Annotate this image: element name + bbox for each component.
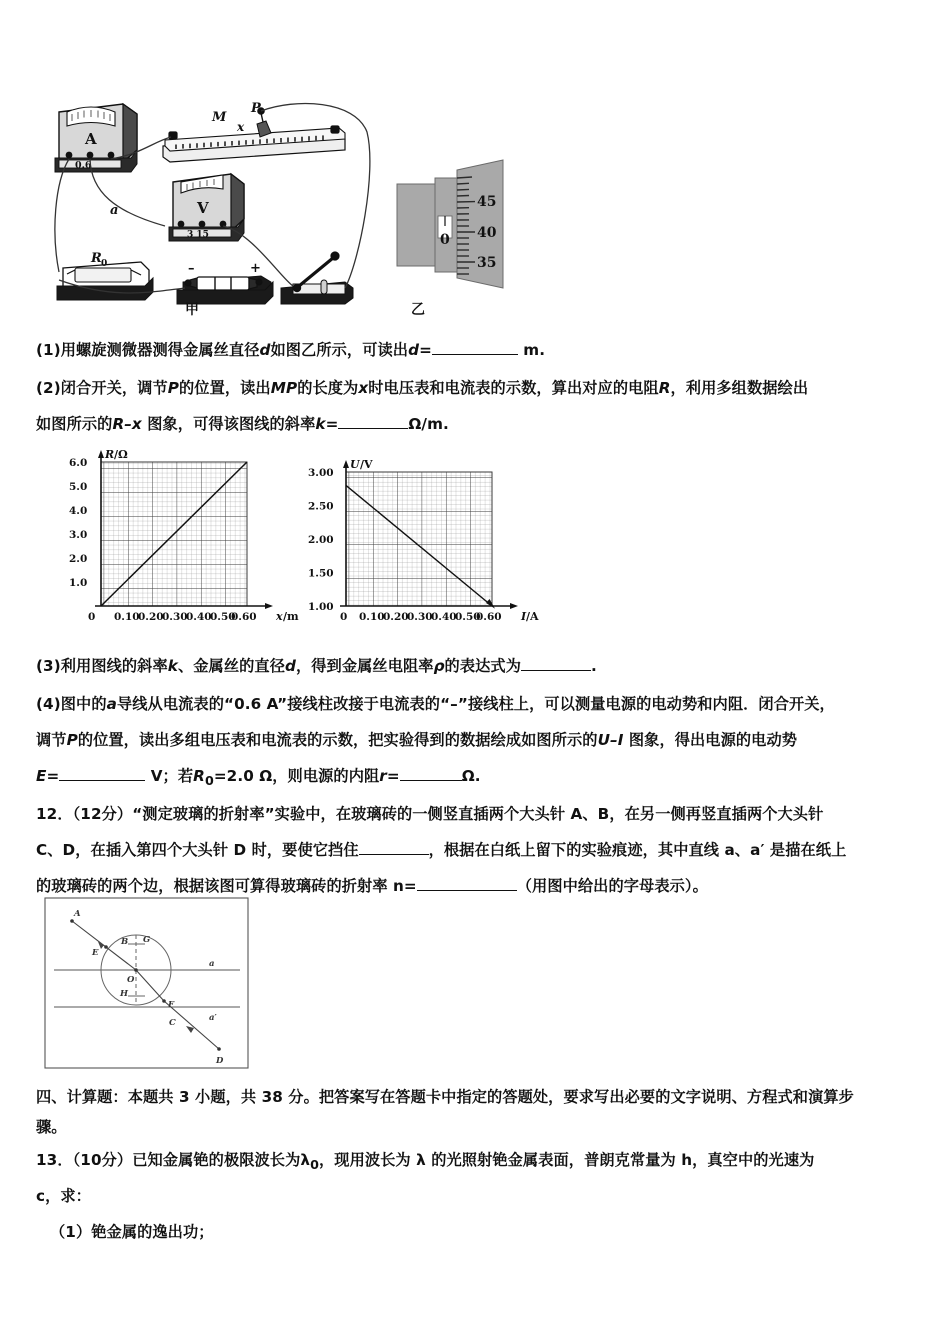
q4-l2-b: 的位置，读出多组电压表和电流表的示数，把实验得到的数据绘成如图所示的 [77, 731, 598, 749]
svg-text:2.50: 2.50 [308, 500, 334, 513]
q1-prefix: (1)用螺旋测微器测得金属丝直径 [36, 341, 260, 359]
svg-text:45: 45 [477, 194, 497, 210]
q4-eq1: = [46, 767, 60, 785]
svg-text:0: 0 [340, 611, 348, 623]
svg-text:V: V [197, 199, 209, 217]
svg-text:甲: 甲 [185, 302, 199, 318]
svg-text:1.50: 1.50 [308, 567, 334, 580]
q2-unit: Ω/m. [408, 415, 449, 433]
question-2-line1 [36, 370, 926, 406]
q3-e: 的表达式为 [444, 657, 521, 675]
svg-text:/V: /V [360, 458, 373, 471]
label-B: B [121, 937, 129, 947]
svg-text:35: 35 [477, 255, 497, 271]
question-1-text [36, 332, 916, 368]
q4-eq2: = [386, 767, 400, 785]
q13-l1-a: 13．（10分）已知金属铯的极限波长为λ [36, 1151, 311, 1169]
q2-l2-b: 图象，可得该图线的斜率 [147, 415, 316, 433]
q4-var-E: E [36, 767, 47, 785]
section-4-line2 [36, 1112, 936, 1142]
q2-answer-blank[interactable] [338, 428, 408, 429]
svg-text:a: a [110, 203, 119, 218]
svg-text:R: R [105, 448, 115, 461]
svg-text:2.00: 2.00 [308, 534, 334, 546]
label-A: A [74, 909, 81, 919]
svg-text:0.60: 0.60 [231, 611, 257, 623]
svg-text:0.50: 0.50 [455, 611, 481, 623]
svg-text:5.0: 5.0 [69, 481, 88, 493]
q2-var-P: P [167, 379, 179, 397]
svg-text:A: A [85, 130, 97, 148]
q12-blank-1[interactable] [359, 854, 429, 855]
q1-answer-blank[interactable] [432, 354, 518, 355]
svg-text:/Ω: /Ω [114, 448, 128, 461]
q2-var-Rx: R–x [112, 415, 142, 433]
section-4-text-1: 四、计算题：本题共 3 小题，共 38 分。把答案写在答题卡中指定的答题处，要求写出必要的文字说明、方程式和演算步 [36, 1088, 854, 1106]
section-4-line1 [36, 1082, 936, 1112]
question-12-line1 [36, 796, 936, 832]
q4-var-UI: U–I [597, 731, 624, 749]
q1-equals: = [419, 341, 432, 359]
q4-emf-blank[interactable] [59, 780, 145, 781]
svg-text:x: x [276, 610, 283, 623]
svg-text:6.0: 6.0 [69, 457, 88, 469]
q2-l1-b: 的位置，读出 [179, 379, 271, 397]
svg-text:0.20: 0.20 [383, 611, 409, 623]
q4-internal-resistance-blank[interactable] [400, 780, 462, 781]
q2-var-x: x [358, 379, 369, 397]
q3-end: . [590, 657, 597, 675]
q12-l2-a: C、D，在插入第四个大头针 D 时，要使它挡住 [36, 841, 359, 859]
q4-l2-c: 图象，得出电源的电动势 [628, 731, 798, 749]
q13-sub1: （1）铯金属的逸出功； [50, 1223, 214, 1241]
label-F: F [168, 1000, 175, 1010]
q4-var-R0-sub: 0 [204, 773, 214, 789]
svg-text:0.40: 0.40 [186, 611, 212, 623]
svg-text:/m: /m [283, 610, 299, 623]
svg-text:/A: /A [526, 610, 539, 623]
svg-text:0: 0 [101, 259, 108, 269]
label-G: G [143, 935, 151, 945]
q2-l2-a: 如图所示的 [36, 415, 113, 433]
svg-text:40: 40 [477, 225, 497, 241]
svg-text:0.6: 0.6 [75, 160, 92, 171]
q13-l2: c，求： [36, 1187, 91, 1205]
chart-voltage-vs-current [300, 444, 570, 624]
q2-var-R: R [658, 379, 671, 397]
svg-text:3 15: 3 15 [187, 230, 209, 240]
section-4-text-2: 骤。 [36, 1118, 67, 1136]
svg-text:+: + [250, 261, 261, 276]
q2-var-k: k [315, 415, 326, 433]
svg-text:1.0: 1.0 [69, 577, 88, 589]
svg-text:x: x [237, 120, 245, 134]
q12-l3-a: 的玻璃砖的两个边，根据该图可算得玻璃砖的折射率 n= [36, 877, 417, 895]
q3-var-rho: ρ [433, 657, 445, 675]
question-3-text [36, 648, 926, 684]
figure-refraction-diagram [44, 897, 249, 1069]
q3-var-k: k [167, 657, 178, 675]
q4-unit-v: V；若 [150, 767, 194, 785]
question-13-line1 [36, 1142, 936, 1183]
label-O: O [127, 975, 135, 985]
q2-l1-c: 的长度为 [297, 379, 359, 397]
q4-l1-a: (4)图中的 [36, 695, 107, 713]
svg-text:P: P [251, 101, 261, 116]
q3-c: ，得到金属丝电阻率 [295, 657, 434, 675]
svg-text:4.0: 4.0 [69, 505, 88, 517]
svg-text:M: M [212, 110, 227, 125]
svg-text:0: 0 [440, 232, 450, 248]
q1-unit: m. [523, 341, 546, 359]
q12-blank-2[interactable] [417, 890, 517, 891]
svg-text:0.60: 0.60 [476, 611, 502, 623]
q4-var-a: a [106, 695, 117, 713]
svg-text:R: R [91, 251, 102, 266]
figure-circuit-and-micrometer [45, 92, 505, 320]
q1-mid: 如图乙所示，可读出 [270, 341, 409, 359]
chart-resistance-vs-length [55, 444, 305, 624]
q3-b: 、金属丝的直径 [177, 657, 285, 675]
q1-var-d: d [259, 341, 271, 359]
q4-r0-value: =2.0 Ω，则电源的内阻 [213, 767, 380, 785]
svg-text:U: U [350, 458, 360, 471]
label-a: a [209, 959, 215, 969]
question-4-line3 [36, 758, 926, 799]
label-E: E [92, 948, 99, 958]
q12-l3-b: （用图中给出的字母表示）。 [516, 877, 708, 895]
svg-text:乙: 乙 [411, 302, 425, 318]
question-13-sub1 [50, 1214, 950, 1250]
q4-unit-ohm: Ω. [461, 767, 481, 785]
question-4-line1 [36, 686, 926, 722]
svg-text:0.30: 0.30 [407, 611, 433, 623]
q4-l2-a: 调节 [36, 731, 67, 749]
label-C: C [169, 1018, 176, 1028]
q2-var-MP: MP [270, 379, 298, 397]
q13-l1-b: ，现用波长为 λ 的光照射铯金属表面，普朗克常量为 h，真空中的光速为 [319, 1151, 815, 1169]
question-13-line2 [36, 1178, 936, 1214]
svg-text:3.00: 3.00 [308, 467, 334, 479]
svg-text:0: 0 [88, 611, 96, 623]
q4-var-r: r [379, 767, 387, 785]
label-a-prime: a′ [209, 1013, 217, 1023]
q2-l1-e: ，利用多组数据绘出 [670, 379, 809, 397]
q1-var-d2: d [408, 341, 420, 359]
label-H: H [120, 989, 129, 999]
question-12-line2 [36, 832, 936, 868]
svg-text:–: – [188, 261, 195, 276]
svg-text:1.00: 1.00 [308, 601, 334, 613]
svg-text:0.10: 0.10 [114, 611, 140, 623]
q2-l1-a: (2)闭合开关，调节 [36, 379, 168, 397]
q2-l1-d: 时电压表和电流表的示数，算出对应的电阻 [368, 379, 659, 397]
q4-var-R0: R [193, 767, 205, 785]
svg-text:0.30: 0.30 [162, 611, 188, 623]
label-D: D [216, 1056, 224, 1066]
q2-eq: = [325, 415, 339, 433]
q3-var-d: d [284, 657, 296, 675]
svg-text:3.0: 3.0 [69, 529, 88, 541]
q4-l1-b: 导线从电流表的“0.6 A”接线柱改接于电流表的“–”接线柱上，可以测量电源的电动势和内阻．闭合开关， [116, 695, 835, 713]
svg-text:0.40: 0.40 [431, 611, 457, 623]
svg-text:2.0: 2.0 [69, 553, 88, 565]
q3-a: (3)利用图线的斜率 [36, 657, 168, 675]
svg-text:I: I [521, 610, 527, 623]
svg-text:0.10: 0.10 [359, 611, 385, 623]
q12-l2-b: ，根据在白纸上留下的实验痕迹，其中直线 a、a′ 是描在纸上 [428, 841, 847, 859]
q4-var-P: P [66, 731, 78, 749]
question-4-line2 [36, 722, 926, 758]
svg-text:0.50: 0.50 [210, 611, 236, 623]
q13-lambda-sub: 0 [310, 1157, 319, 1173]
svg-text:0.20: 0.20 [138, 611, 164, 623]
q12-l1: 12．（12分）“测定玻璃的折射率”实验中，在玻璃砖的一侧竖直插两个大头针 A、B，在另一侧再竖直插两个大头针 [36, 805, 824, 823]
question-2-line2 [36, 406, 926, 442]
q3-answer-blank[interactable] [521, 670, 591, 671]
